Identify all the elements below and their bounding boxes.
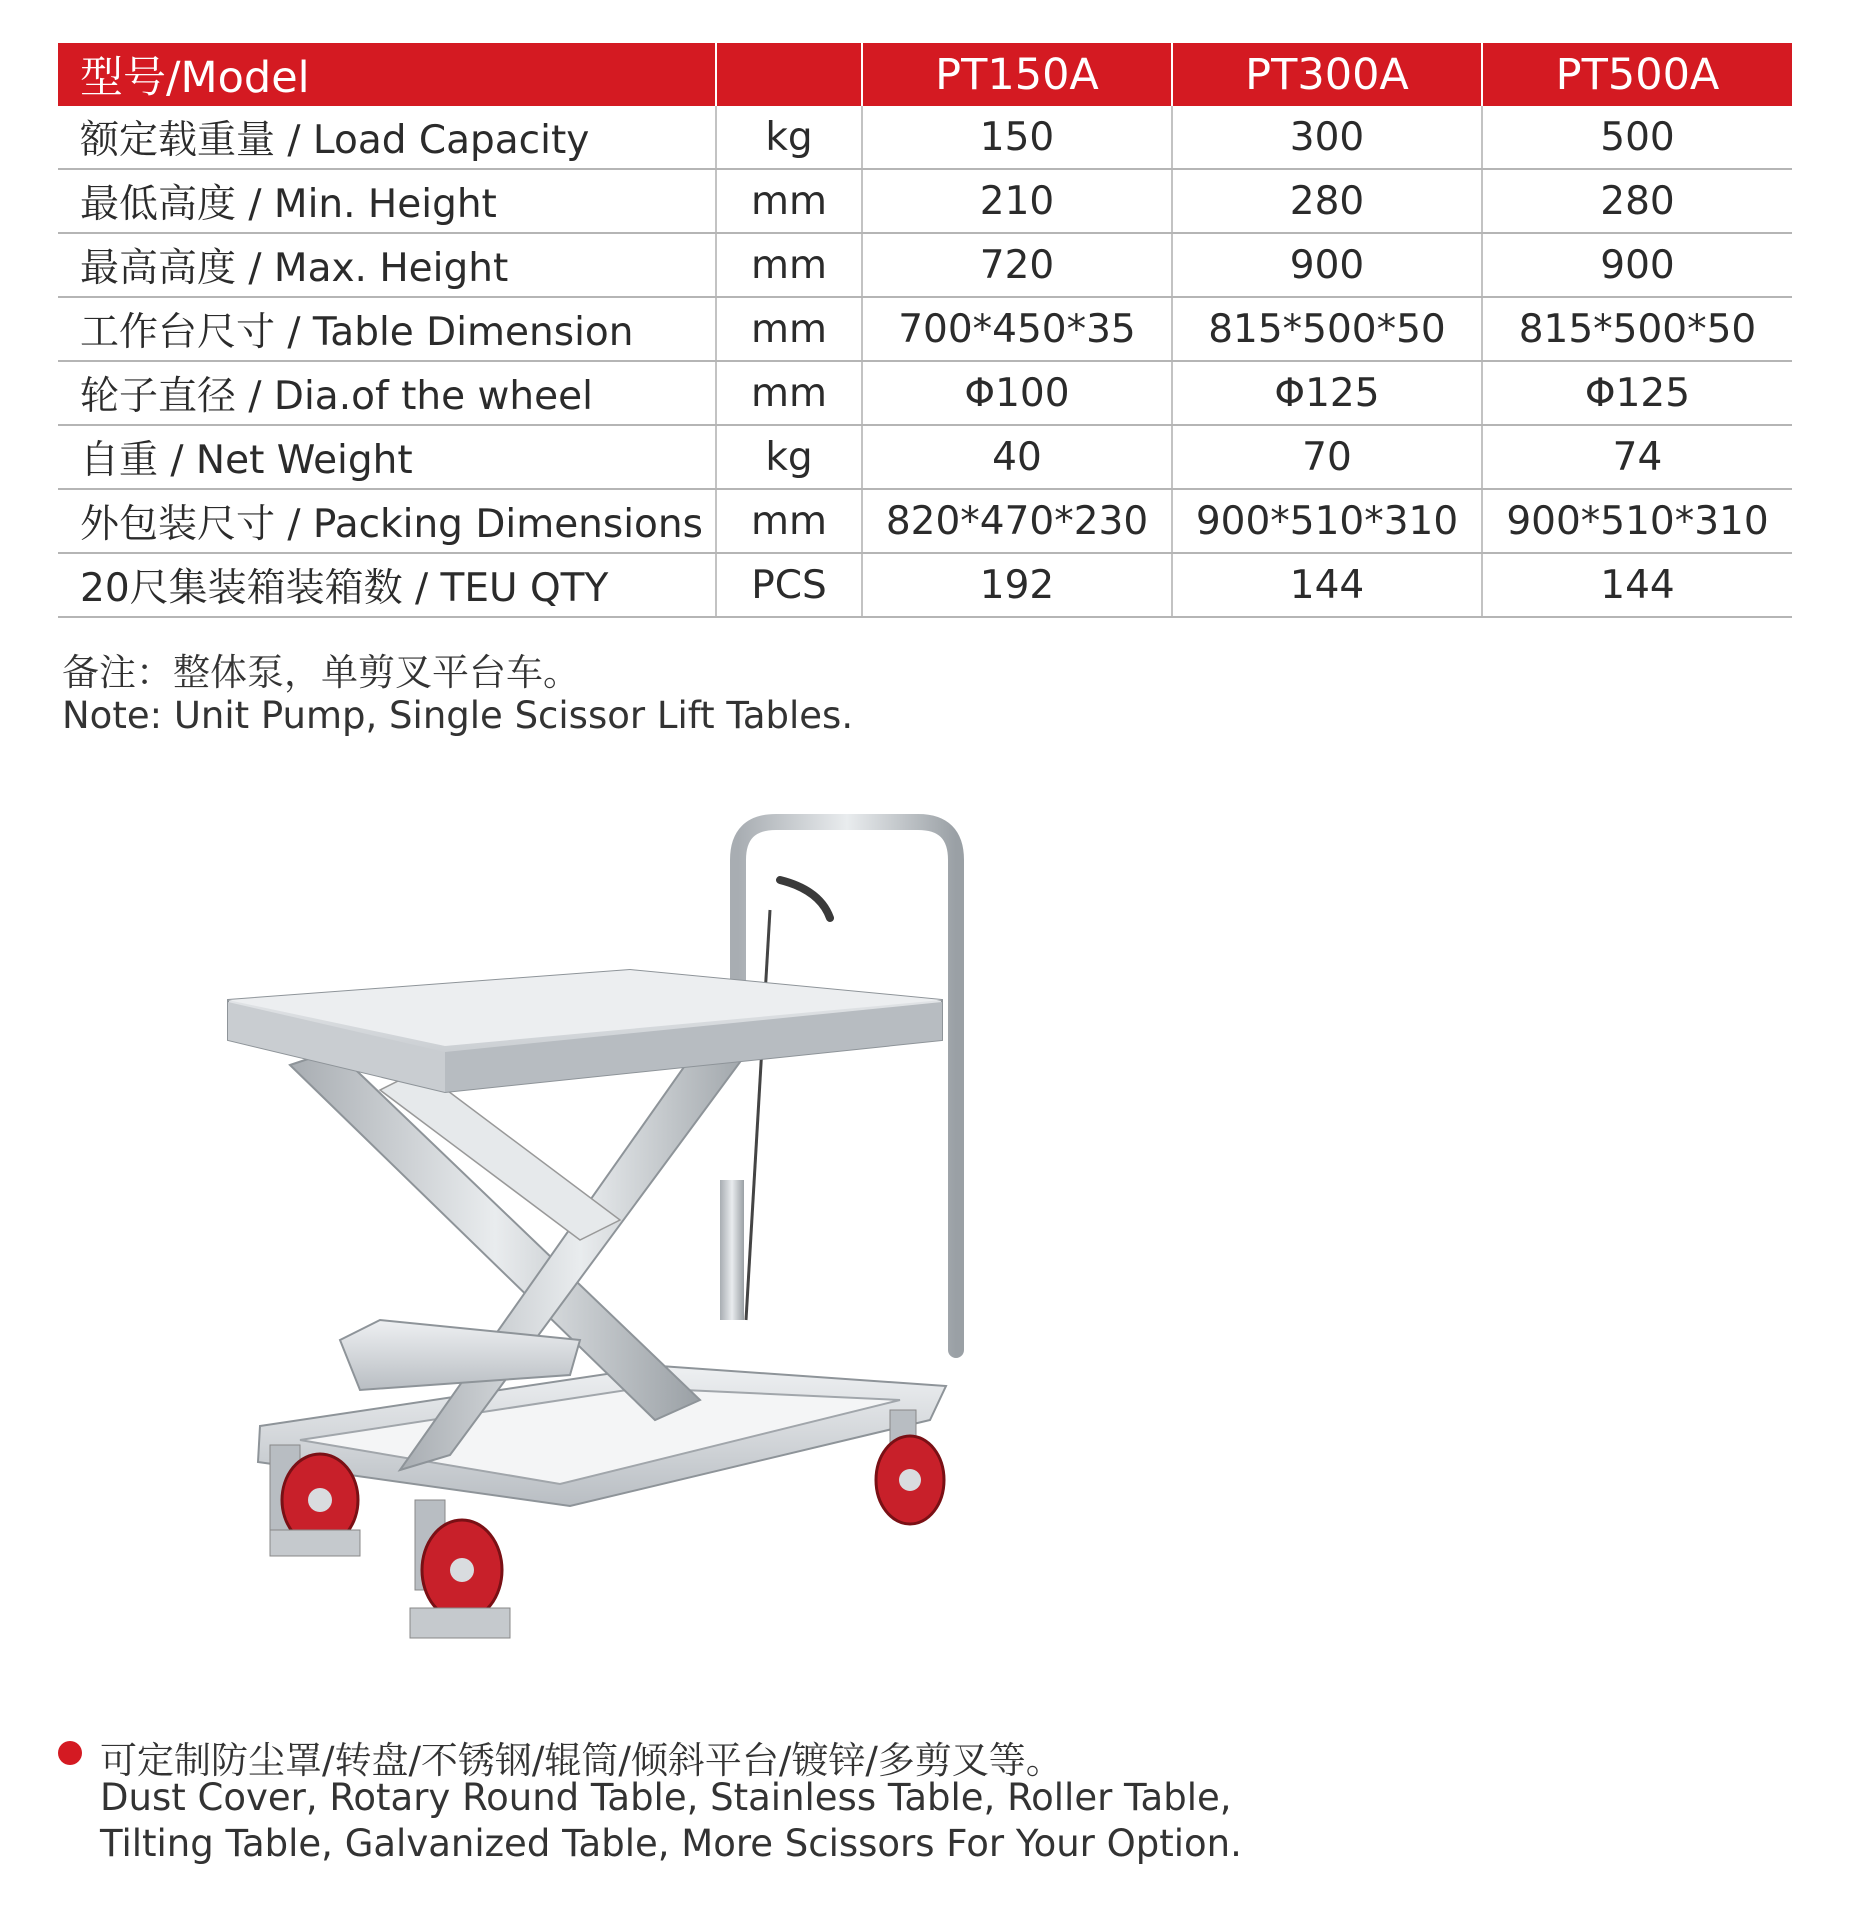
row-value: 70 <box>1172 425 1482 489</box>
header-unit <box>716 43 862 106</box>
row-value: 144 <box>1172 553 1482 617</box>
row-value: 700*450*35 <box>862 297 1172 361</box>
handle-frame <box>738 822 956 1350</box>
row-value: 900*510*310 <box>1482 489 1792 553</box>
row-value: 300 <box>1172 106 1482 169</box>
spec-table <box>58 43 1792 618</box>
row-value: 900 <box>1482 233 1792 297</box>
row-value: 900*510*310 <box>1172 489 1482 553</box>
options-english-line2: Tilting Table, Galvanized Table, More Scissors For Your Option. <box>100 1822 1242 1865</box>
row-value: 900 <box>1172 233 1482 297</box>
row-label: 额定载重量 / Load Capacity <box>58 106 716 169</box>
row-value: Φ125 <box>1482 361 1792 425</box>
row-value: 192 <box>862 553 1172 617</box>
row-unit: kg <box>716 106 862 169</box>
options-english-line1: Dust Cover, Rotary Round Table, Stainless Table, Roller Table, <box>100 1776 1232 1819</box>
row-label: 轮子直径 / Dia.of the wheel <box>58 361 716 425</box>
table-row <box>58 489 1792 553</box>
bullet-dot-icon <box>58 1741 82 1765</box>
options-chinese: 可定制防尘罩/转盘/不锈钢/辊筒/倾斜平台/镀锌/多剪叉等。 <box>100 1739 1063 1782</box>
row-value: 144 <box>1482 553 1792 617</box>
row-unit: mm <box>716 169 862 233</box>
row-label: 最高高度 / Max. Height <box>58 233 716 297</box>
scissor-lift-table-image <box>200 800 1000 1700</box>
table-row <box>58 233 1792 297</box>
row-unit: kg <box>716 425 862 489</box>
row-value: 150 <box>862 106 1172 169</box>
header-model-label: 型号/Model <box>58 43 716 106</box>
release-cable <box>746 910 770 1320</box>
table-header-row <box>58 43 1792 106</box>
row-value: 720 <box>862 233 1172 297</box>
table-row <box>58 553 1792 617</box>
row-value: 815*500*50 <box>1482 297 1792 361</box>
caster-front-right <box>410 1500 510 1638</box>
row-value: 210 <box>862 169 1172 233</box>
note-english: Note: Unit Pump, Single Scissor Lift Tables. <box>62 694 854 737</box>
row-label: 自重 / Net Weight <box>58 425 716 489</box>
row-value: 820*470*230 <box>862 489 1172 553</box>
header-model-pt150a: PT150A <box>862 43 1172 106</box>
row-unit: mm <box>716 297 862 361</box>
table-row <box>58 361 1792 425</box>
row-value: 74 <box>1482 425 1792 489</box>
hydraulic-pump <box>720 1180 744 1320</box>
row-label: 20尺集装箱装箱数 / TEU QTY <box>58 553 716 617</box>
table-row <box>58 297 1792 361</box>
release-lever <box>780 880 830 918</box>
row-label: 工作台尺寸 / Table Dimension <box>58 297 716 361</box>
table-row <box>58 425 1792 489</box>
row-value: Φ125 <box>1172 361 1482 425</box>
header-model-pt500a: PT500A <box>1482 43 1792 106</box>
row-unit: mm <box>716 361 862 425</box>
row-unit: mm <box>716 233 862 297</box>
row-unit: PCS <box>716 553 862 617</box>
row-unit: mm <box>716 489 862 553</box>
row-label: 最低高度 / Min. Height <box>58 169 716 233</box>
row-value: Φ100 <box>862 361 1172 425</box>
row-value: 280 <box>1172 169 1482 233</box>
row-label: 外包装尺寸 / Packing Dimensions <box>58 489 716 553</box>
row-value: 500 <box>1482 106 1792 169</box>
table-row <box>58 106 1792 169</box>
lift-cylinder <box>340 1320 580 1390</box>
table-row <box>58 169 1792 233</box>
row-value: 40 <box>862 425 1172 489</box>
note-chinese: 备注：整体泵，单剪叉平台车。 <box>62 651 580 694</box>
header-model-pt300a: PT300A <box>1172 43 1482 106</box>
row-value: 815*500*50 <box>1172 297 1482 361</box>
row-value: 280 <box>1482 169 1792 233</box>
